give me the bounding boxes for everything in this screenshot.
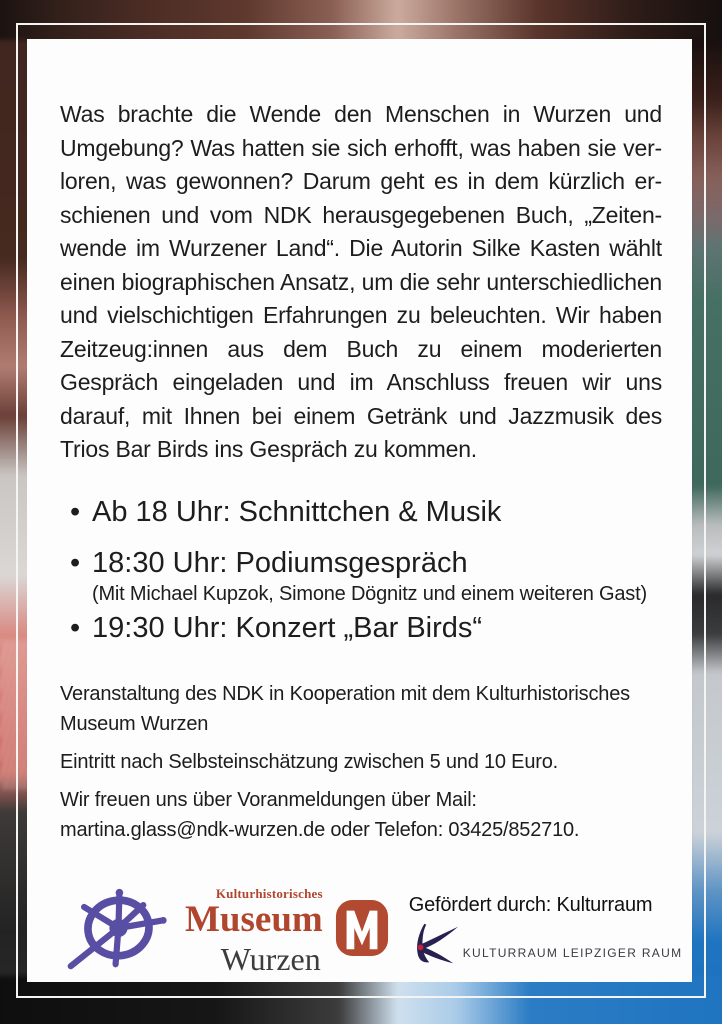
bullet-icon: • xyxy=(70,546,81,579)
schedule-item-note: (Mit Michael Kupzok, Simone Dögnitz und einem weiteren Gast) xyxy=(92,582,647,605)
text-line: schienen und vom NDK herausgegebenen Buch, „Zeiten- xyxy=(60,201,662,228)
text-line: Veranstaltung des NDK in Kooperation mit dem Kulturhistorisches xyxy=(60,682,630,705)
bullet-icon: • xyxy=(70,495,81,528)
schedule-item-label: 18:30 Uhr: Podiumsgespräch xyxy=(92,546,468,579)
schedule-item-talk xyxy=(60,545,662,581)
text-line: Umgebung? Was hatten sie sich erhofft, was haben sie ver- xyxy=(60,134,662,161)
museum-logo-line3: Wurzen xyxy=(220,940,321,977)
funding-label: Gefördert durch: Kulturraum xyxy=(408,894,653,916)
kulturraum-logo xyxy=(409,921,683,967)
museum-m-badge xyxy=(335,899,389,962)
flyer-card xyxy=(27,39,692,982)
museum-wurzen-logo xyxy=(185,887,323,975)
kulturraum-label: KULTURRAUM LEIPZIGER RAUM xyxy=(462,946,683,960)
text-line: Wir freuen uns über Voranmeldungen über Mail: xyxy=(60,788,477,811)
museum-logo-line2: Museum xyxy=(185,898,323,940)
logo-row xyxy=(60,885,683,977)
contact-text xyxy=(60,785,662,845)
text-line: Museum Wurzen xyxy=(60,712,209,735)
text-line: Was brachte die Wende den Menschen in Wurzen und xyxy=(60,101,662,127)
schedule-item-music xyxy=(60,494,662,530)
text-line: Trios Bar Birds ins Gespräch zu kommen. xyxy=(60,436,477,462)
kulturraum-k-icon xyxy=(409,921,459,967)
schedule-item-label: 19:30 Uhr: Konzert „Bar Birds“ xyxy=(92,611,483,644)
text-line: einen biographischen Ansatz, um die sehr unterschiedlichen xyxy=(60,268,662,295)
funding-block xyxy=(409,894,683,967)
schedule-item-label: Ab 18 Uhr: Schnittchen & Musik xyxy=(92,495,502,528)
m-badge-icon xyxy=(335,899,389,957)
text-line: loren, was gewonnen? Darum geht es in dem kürzlich er- xyxy=(60,168,662,194)
text-line: Zeitzeug:innen aus dem Buch zu einem moderierten xyxy=(60,335,662,362)
text-line: wende im Wurzener Land“. Die Autorin Silke Kasten wählt xyxy=(60,235,662,261)
schedule-item-concert xyxy=(60,610,662,646)
intro-paragraph xyxy=(60,98,662,467)
text-line: Gespräch eingeladen und im Anschluss freuen wir uns xyxy=(60,369,662,395)
bullet-icon: • xyxy=(70,611,81,644)
text-line: martina.glass@ndk-wurzen.de oder Telefon: 03425/852710. xyxy=(60,818,580,841)
wheel-icon xyxy=(65,883,170,973)
schedule-list xyxy=(60,494,662,646)
text-line: und vielschichtigen Erfahrungen zu beleuchten. Wir haben xyxy=(60,302,662,328)
ndk-wheel-logo xyxy=(65,883,170,978)
admission-text: Eintritt nach Selbsteinschätzung zwischen 5 und 10 Euro. xyxy=(60,750,558,773)
text-line: darauf, mit Ihnen bei einem Getränk und Jazzmusik des xyxy=(60,402,662,429)
organizer-text xyxy=(60,679,662,739)
museum-logo-line1: Kulturhistorisches xyxy=(215,885,323,901)
